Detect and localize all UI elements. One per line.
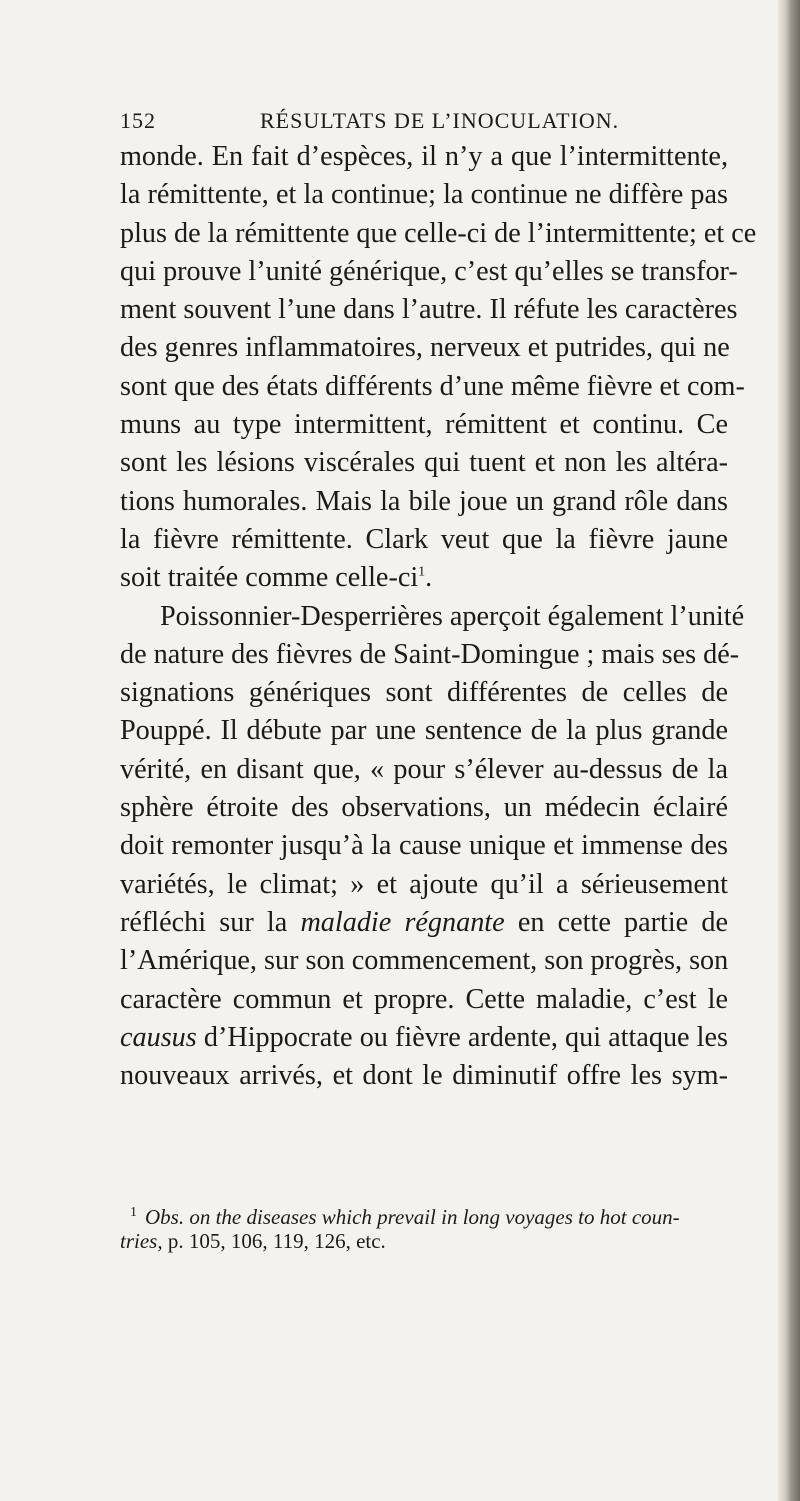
footnote-text: on the diseases which prevail in long voyages to hot coun- — [184, 1205, 680, 1229]
footnote-reference: 1 — [418, 564, 426, 580]
text-fragment: . — [425, 562, 433, 594]
page-edge-shadow — [778, 0, 800, 1501]
paragraph-2 — [120, 598, 745, 1096]
footnote-line — [120, 1199, 728, 1227]
text-line: de nature des fièvres de Saint-Domingue ; mais ses dé- — [120, 638, 740, 670]
text-line: caractère commun et propre. Cette maladie, c’est le — [120, 983, 728, 1015]
text-line — [120, 598, 745, 636]
text-line: la rémittente, et la continue; la continue ne diffère pas — [120, 179, 728, 211]
text-line: ment souvent l’une dans l’autre. Il réfute les caractères — [120, 294, 738, 326]
text-line: sont que des états différents d’une même fièvre et com- — [120, 370, 745, 402]
page-number: 152 — [120, 108, 156, 133]
paragraph-1 — [120, 138, 757, 598]
text-line: l’Amérique, sur son commencement, son progrès, son — [120, 945, 729, 977]
text-fragment: réfléchi sur la — [120, 906, 301, 938]
text-line: plus de la rémittente que celle-ci de l’intermittente; et ce — [120, 217, 757, 249]
text-line: vérité, en disant que, « pour s’élever au-dessus de la — [120, 753, 728, 785]
text-line: qui prouve l’unité générique, c’est qu’elles se transfor- — [120, 255, 738, 287]
footnote-line — [120, 1227, 728, 1255]
text-line — [120, 1019, 728, 1057]
text-line: sont les lésions viscérales qui tuent et non les altéra- — [120, 447, 728, 479]
text-fragment: d’Hippocrate ou fièvre ardente, qui attaque les — [196, 1021, 728, 1053]
text-line: des genres inflammatoires, nerveux et putrides, qui ne — [120, 332, 730, 364]
text-line — [120, 559, 728, 597]
text-line: nouveaux arrivés, et dont le diminutif offre les sym- — [120, 1060, 728, 1092]
text-line: monde. En fait d’espèces, il n’y a que l’intermittente, — [120, 141, 728, 172]
text-line: variétés, le climat; » et ajoute qu’il a sérieusement — [120, 868, 728, 900]
page-header — [120, 108, 720, 138]
text-line: la fièvre rémittente. Clark veut que la fièvre jaune — [120, 523, 728, 555]
text-fragment: Poissonnier-Desperrières aperçoit également l’unité — [160, 600, 745, 632]
text-line — [120, 904, 728, 942]
body-text — [120, 138, 757, 1095]
footnote-marker: 1 — [130, 1205, 137, 1220]
italic-word: causus — [120, 1021, 197, 1053]
text-line: muns au type intermittent, rémittent et continu. Ce — [120, 409, 728, 441]
text-line: signations génériques sont différentes de celles de — [120, 677, 728, 709]
footnote-pages: p. 105, 106, 119, 126, etc. — [162, 1229, 386, 1253]
footnote-obs: Obs. — [145, 1205, 185, 1229]
text-fragment: en cette partie de — [504, 906, 728, 938]
text-line: sphère étroite des observations, un médecin éclairé — [120, 792, 728, 824]
text-line: doit remonter jusqu’à la cause unique et immense des — [120, 830, 728, 862]
footnote — [120, 1199, 728, 1255]
italic-phrase: maladie régnante — [300, 906, 505, 938]
text-line: tions humorales. Mais la bile joue un grand rôle dans — [120, 485, 728, 517]
footnote-text: tries, — [120, 1229, 163, 1253]
running-title: RÉSULTATS DE L’INOCULATION. — [260, 108, 620, 133]
text-line: Pouppé. Il débute par une sentence de la plus grande — [120, 715, 728, 747]
text-fragment: soit traitée comme celle-ci — [120, 562, 419, 594]
